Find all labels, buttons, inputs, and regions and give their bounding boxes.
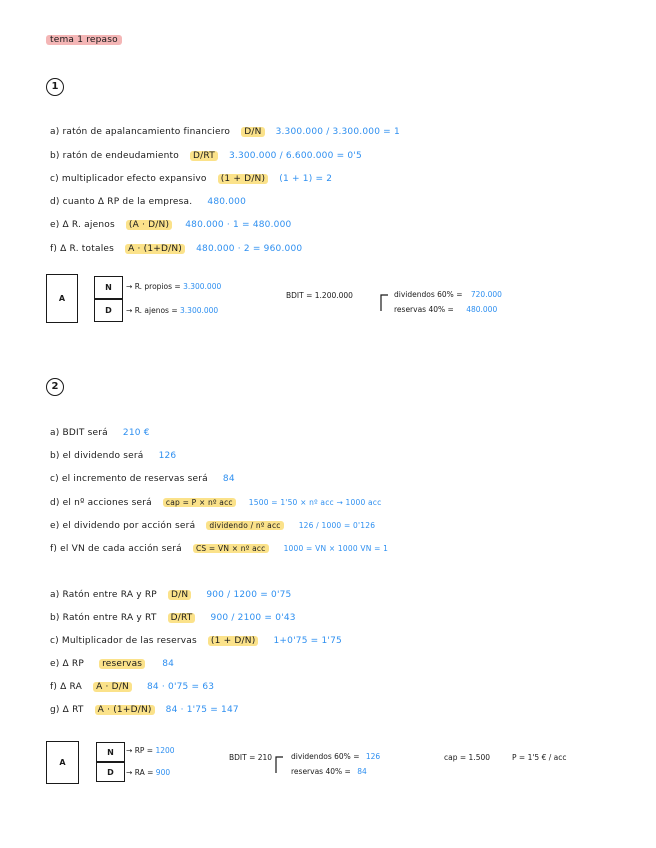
capital-label: cap = 1.500 <box>444 753 491 762</box>
arrow-label: RP = <box>134 746 154 755</box>
arrow-icon: → <box>126 306 133 315</box>
reserves-label: reservas 40% = <box>291 767 351 776</box>
dividend-value: 126 <box>365 752 381 761</box>
list-item <box>50 151 362 161</box>
answer-value: 480.000 · 2 = 960.000 <box>196 244 303 254</box>
arrow-value: 3.300.000 <box>183 282 222 291</box>
arrow-borrowed-funds <box>126 306 218 315</box>
list-item <box>50 636 342 646</box>
dividend-value: 720.000 <box>470 290 502 299</box>
answer-value: 900 / 1200 = 0'75 <box>206 590 292 600</box>
arrow-value: 3.300.000 <box>180 306 219 315</box>
answer-value: 900 / 2100 = 0'43 <box>210 613 296 623</box>
formula-highlight: D/RT <box>168 613 196 623</box>
dividend-label: dividendos 60% = <box>394 290 463 299</box>
arrow-own-funds <box>126 282 221 291</box>
question-label: e) Δ RP <box>50 659 85 669</box>
bracket-icon <box>273 755 289 775</box>
question-label: a) Ratón entre RA y RP <box>50 590 157 600</box>
formula-highlight: dividendo / nº acc <box>206 521 283 530</box>
question-label: c) multiplicador efecto expansivo <box>50 174 207 184</box>
question-label: b) Ratón entre RA y RT <box>50 613 157 623</box>
arrow-label: R. ajenos = <box>134 306 178 315</box>
bdit-label: BDIT = 1.200.000 <box>286 291 353 300</box>
question-label: b) el dividendo será <box>50 451 144 461</box>
debt-box: D <box>96 762 125 782</box>
arrow-label: R. propios = <box>134 282 181 291</box>
question-label: c) Multiplicador de las reservas <box>50 636 197 646</box>
bracket-icon <box>378 293 394 313</box>
reserves-label: reservas 40% = <box>394 305 454 314</box>
arrow-label: RA = <box>134 768 154 777</box>
answer-value: 84 · 0'75 = 63 <box>146 682 215 692</box>
section-2-number: 2 <box>46 378 64 396</box>
list-item <box>50 428 150 438</box>
arrow-icon: → <box>126 282 133 291</box>
list-item <box>50 197 246 207</box>
formula-highlight: D/RT <box>190 151 218 161</box>
list-item <box>50 705 239 715</box>
formula-highlight: A · (1+D/N) <box>95 705 155 715</box>
question-label: e) Δ R. ajenos <box>50 220 115 230</box>
answer-value: 84 <box>222 474 235 484</box>
formula-highlight: A · (1+D/N) <box>125 244 185 254</box>
answer-value: 1000 = VN × 1000 VN = 1 <box>283 544 389 553</box>
list-item <box>50 174 332 184</box>
arrow-icon: → <box>126 768 133 777</box>
dividend-label: dividendos 60% = <box>291 752 360 761</box>
dividend-line <box>394 290 502 299</box>
dividend-line <box>291 752 380 761</box>
question-label: f) Δ R. totales <box>50 244 115 254</box>
reserves-value: 480.000 <box>466 305 498 314</box>
arrow-value: 900 <box>155 768 171 777</box>
answer-value: 126 / 1000 = 0'126 <box>298 521 376 530</box>
reserves-value: 84 <box>357 767 367 776</box>
list-item <box>50 127 400 137</box>
list-item <box>50 451 176 461</box>
asset-box: A <box>46 274 78 323</box>
list-item <box>50 682 214 692</box>
question-label: b) ratón de endeudamiento <box>50 151 179 161</box>
list-item <box>50 220 291 230</box>
list-item <box>50 590 291 600</box>
question-label: e) el dividendo por acción será <box>50 521 196 531</box>
equity-box: N <box>96 742 125 762</box>
question-label: c) el incremento de reservas será <box>50 474 208 484</box>
price-label: P = 1'5 € / acc <box>512 753 567 762</box>
answer-value: 84 · 1'75 = 147 <box>165 705 239 715</box>
arrow-own-funds <box>126 746 175 755</box>
formula-highlight: (1 + D/N) <box>208 636 259 646</box>
arrow-value: 1200 <box>155 746 175 755</box>
debt-box: D <box>94 299 123 322</box>
asset-box: A <box>46 741 79 784</box>
equity-box: N <box>94 276 123 299</box>
formula-highlight: D/N <box>241 127 264 137</box>
list-item <box>50 613 296 623</box>
question-label: f) el VN de cada acción será <box>50 544 182 554</box>
answer-value: 480.000 <box>207 197 247 207</box>
answer-value: 84 <box>162 659 175 669</box>
list-item <box>50 474 235 484</box>
list-item <box>50 659 174 669</box>
answer-value: 210 € <box>122 428 150 438</box>
arrow-borrowed-funds <box>126 768 170 777</box>
bdit-label: BDIT = 210 <box>229 753 273 762</box>
answer-value: 1+0'75 = 1'75 <box>273 636 342 646</box>
question-label: g) Δ RT <box>50 705 84 715</box>
formula-highlight: CS = VN × nº acc <box>193 544 269 553</box>
arrow-icon: → <box>126 746 133 755</box>
list-item <box>50 544 388 554</box>
formula-highlight: reservas <box>99 659 145 669</box>
question-label: d) el nº acciones será <box>50 498 152 508</box>
formula-highlight: D/N <box>168 590 191 600</box>
reserves-line <box>394 305 497 314</box>
formula-highlight: cap = P × nº acc <box>163 498 236 507</box>
answer-value: 1500 = 1'50 × nº acc → 1000 acc <box>248 498 382 507</box>
list-item <box>50 521 375 531</box>
answer-value: 480.000 · 1 = 480.000 <box>185 220 292 230</box>
question-label: a) ratón de apalancamiento financiero <box>50 127 231 137</box>
answer-value: 3.300.000 / 6.600.000 = 0'5 <box>228 151 362 161</box>
answer-value: 3.300.000 / 3.300.000 = 1 <box>275 127 400 137</box>
answer-value: 126 <box>158 451 177 461</box>
list-item <box>50 498 381 508</box>
formula-highlight: (1 + D/N) <box>218 174 269 184</box>
answer-value: (1 + 1) = 2 <box>279 174 333 184</box>
formula-highlight: (A · D/N) <box>126 220 172 230</box>
list-item <box>50 244 302 254</box>
question-label: a) BDIT será <box>50 428 108 438</box>
question-label: f) Δ RA <box>50 682 83 692</box>
reserves-line <box>291 767 367 776</box>
formula-highlight: A · D/N <box>93 682 132 692</box>
question-label: d) cuanto Δ RP de la empresa. <box>50 197 193 207</box>
page-title: tema 1 repaso <box>46 35 122 45</box>
section-1-number: 1 <box>46 78 64 96</box>
